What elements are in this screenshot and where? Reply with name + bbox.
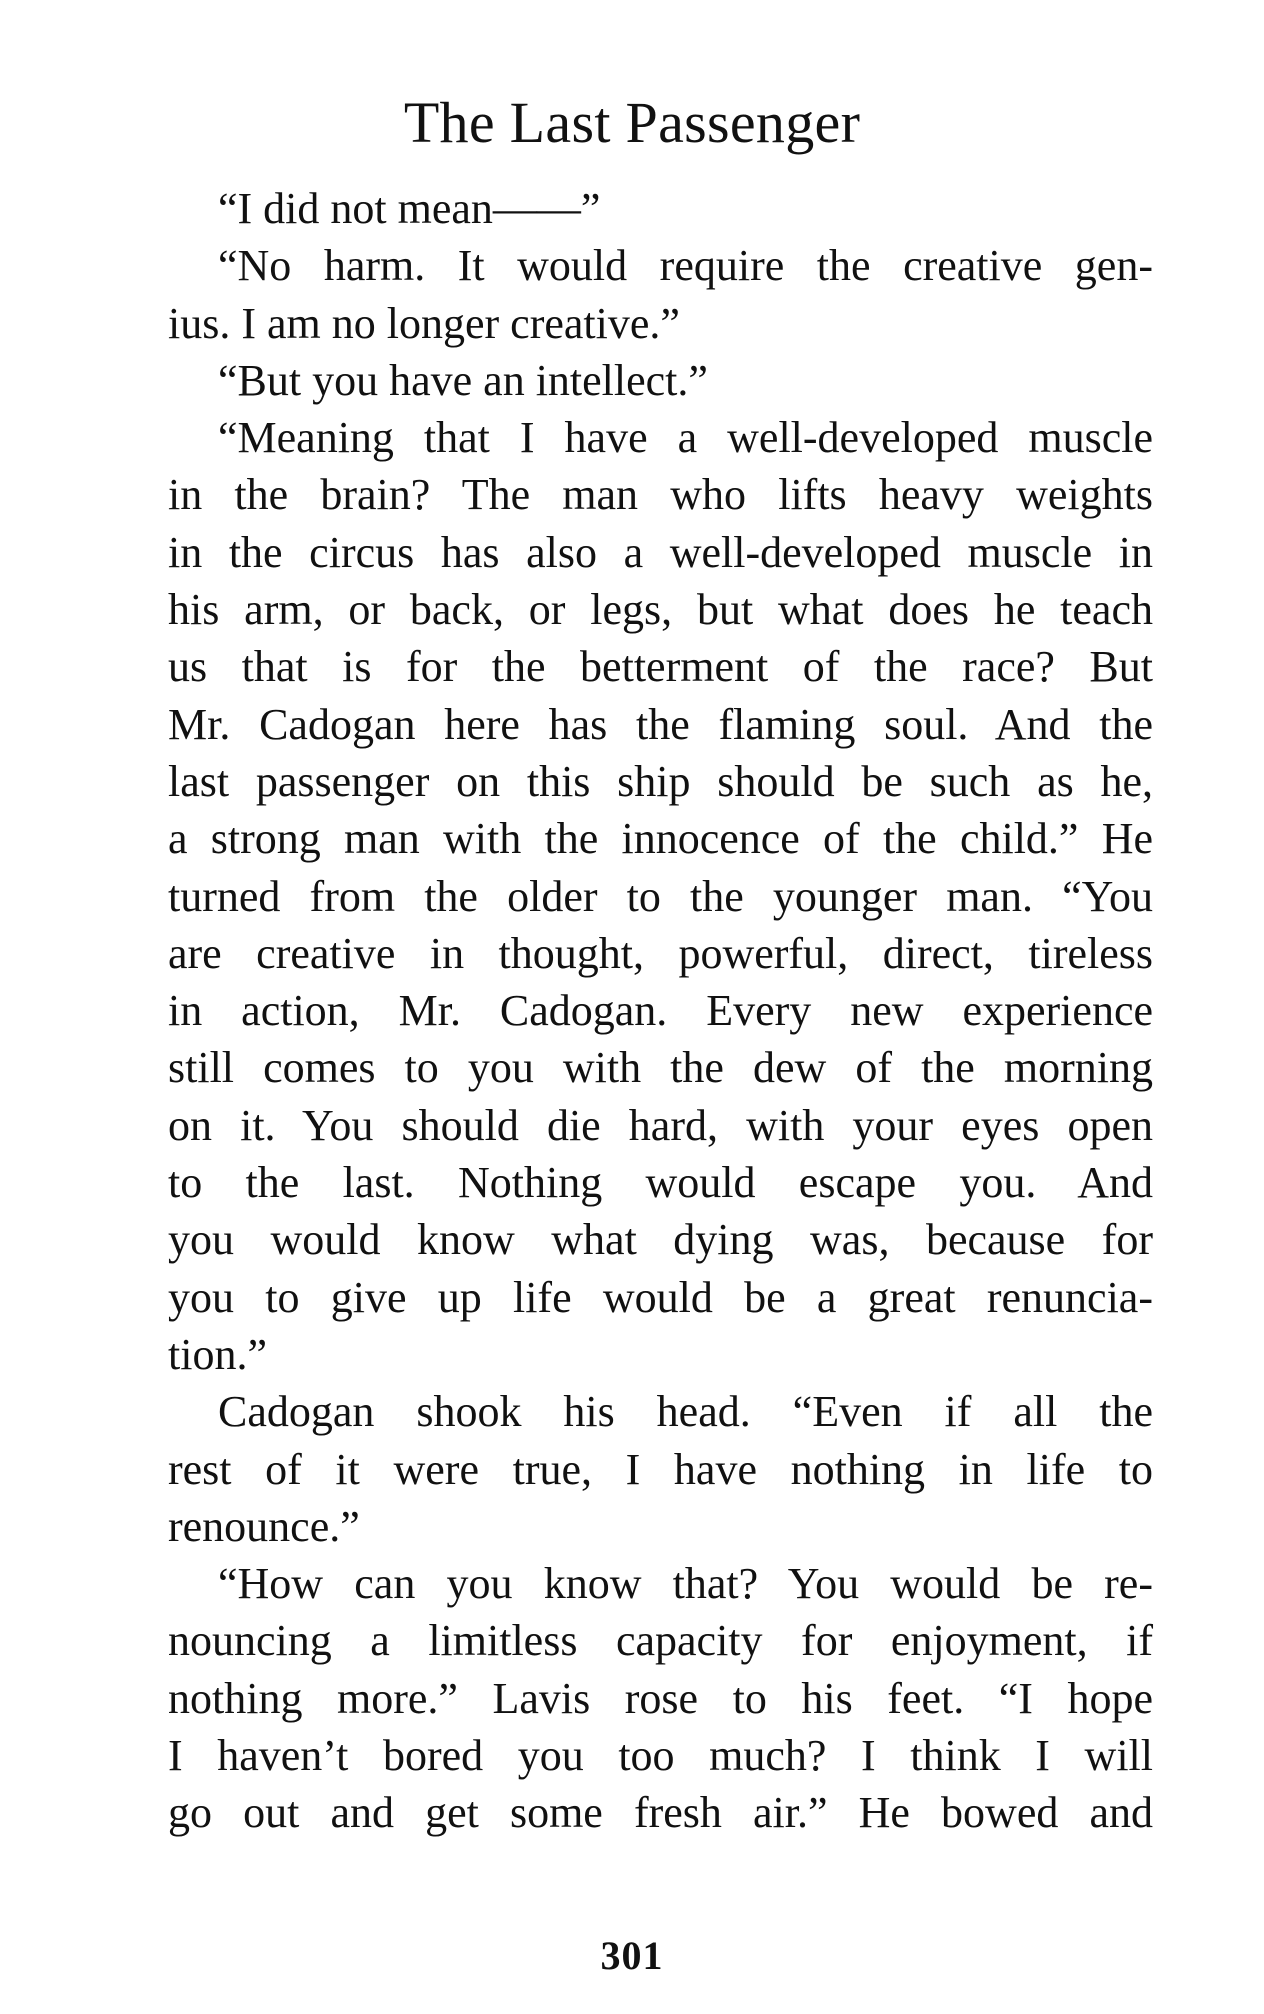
page-body-text <box>168 180 1153 1842</box>
text-line: rest of it were true, I have nothing in life to <box>168 1444 1153 1494</box>
text-line: on it. You should die hard, with your eyes open <box>168 1100 1153 1150</box>
text-line: “Meaning that I have a well-developed muscle <box>218 413 1153 463</box>
running-head: The Last Passenger <box>403 90 861 155</box>
text-line: Mr. Cadogan here has the flaming soul. And the <box>168 699 1153 749</box>
text-line: go out and get some fresh air.” He bowed and <box>168 1788 1153 1838</box>
text-line: a strong man with the innocence of the child.” He <box>168 814 1153 864</box>
text-line: to the last. Nothing would escape you. And <box>168 1158 1153 1208</box>
text-line: you would know what dying was, because for <box>168 1215 1153 1265</box>
text-line: “No harm. It would require the creative gen- <box>218 241 1153 291</box>
text-line: in action, Mr. Cadogan. Every new experience <box>168 986 1153 1036</box>
text-line: are creative in thought, powerful, direct, tireless <box>168 928 1153 978</box>
text-line: us that is for the betterment of the race? But <box>168 642 1153 692</box>
text-line: turned from the older to the younger man. “You <box>168 871 1153 921</box>
text-line: renounce.” <box>168 1501 360 1551</box>
text-line: his arm, or back, or legs, but what does he teach <box>168 585 1153 635</box>
text-line: in the brain? The man who lifts heavy weights <box>168 470 1153 520</box>
page-number: 301 <box>600 1933 664 1978</box>
text-line: Cadogan shook his head. “Even if all the <box>218 1387 1153 1437</box>
text-line: nothing more.” Lavis rose to his feet. “I hope <box>168 1673 1153 1723</box>
text-line: I haven’t bored you too much? I think I will <box>168 1731 1153 1781</box>
text-line: “But you have an intellect.” <box>218 355 708 405</box>
text-line: tion.” <box>168 1329 267 1379</box>
text-line: “How can you know that? You would be re- <box>218 1559 1153 1609</box>
text-line: still comes to you with the dew of the morning <box>168 1043 1153 1093</box>
text-line: “I did not mean——” <box>218 184 601 233</box>
text-line: ius. I am no longer creative.” <box>168 298 680 348</box>
text-line: in the circus has also a well-developed muscle in <box>168 527 1153 577</box>
text-line: nouncing a limitless capacity for enjoyment, if <box>168 1616 1153 1666</box>
text-line: you to give up life would be a great renuncia- <box>168 1272 1153 1322</box>
text-line: last passenger on this ship should be such as he, <box>168 756 1153 806</box>
